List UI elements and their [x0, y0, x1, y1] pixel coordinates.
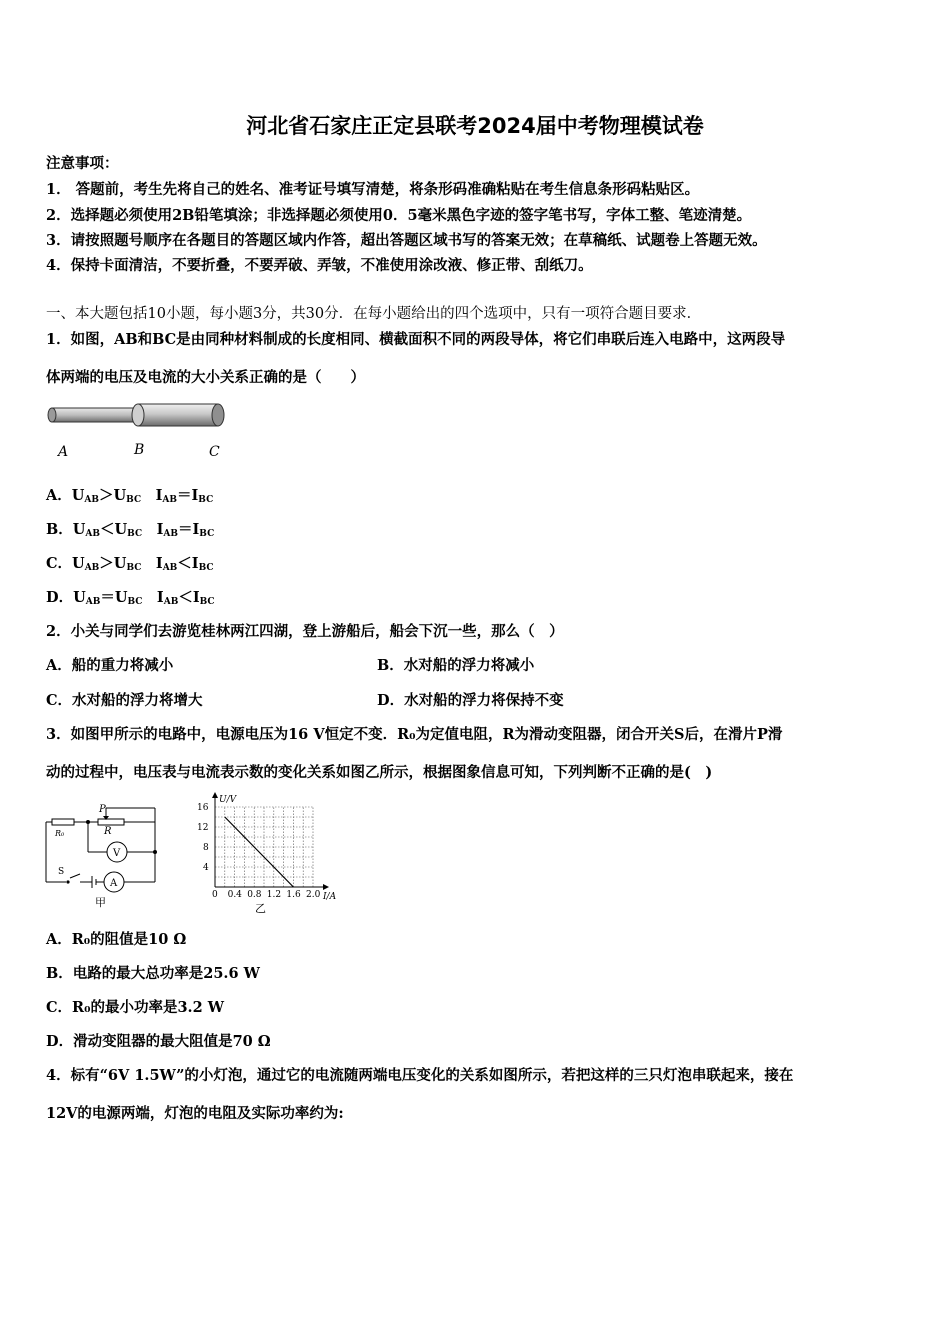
notice-heading: 注意事项： [46, 155, 119, 172]
q1-stem-line1: 1．如图，AB和BC是由同种材料制成的长度相同、横截面积不同的两段导体，将它们串联后连入电路中，这两段导 [46, 331, 786, 348]
label-a: A [58, 444, 69, 460]
notice-item-3: 3．请按照题号顺序在各题目的答题区域内作答，超出答题区域书写的答案无效；在草稿纸、试题卷上答题无效。 [46, 232, 767, 249]
q3-option-a[interactable]: A．R₀的阻值是10 Ω [46, 931, 187, 948]
svg-text:P: P [99, 804, 106, 815]
y-tick-label: 4 [203, 863, 209, 873]
svg-text:R: R [104, 826, 112, 837]
q1-option-c[interactable]: C．$U_{AB}>U_{BC}$ $I_{AB}<I_{BC}$ [46, 555, 214, 573]
thick-segment-bc [138, 404, 218, 426]
graph-caption: 乙 [255, 902, 266, 914]
y-axis-label: U/V [219, 795, 237, 805]
notice-item-2: 2．选择题必须使用2B铅笔填涂；非选择题必须使用0．5毫米黑色字迹的签字笔书写，字体工整、笔迹清楚。 [46, 207, 752, 224]
series-line [225, 817, 294, 887]
conductor-figure [46, 398, 231, 464]
notice-item-1: 1． 答题前，考生先将自己的姓名、准考证号填写清楚，将条形码准确粘贴在考生信息条形码粘贴区。 [46, 181, 700, 198]
page-title: 河北省石家庄正定县联考2024届中考物理模试卷 [246, 114, 704, 138]
x-tick-label: 0 [212, 890, 218, 900]
section-heading: 一、本大题包括10小题，每小题3分，共30分．在每小题给出的四个选项中，只有一项符合题目要求． [46, 306, 702, 322]
q3-stem-line1: 3．如图甲所示的电路中，电源电压为16 V恒定不变．R₀为定值电阻，R为滑动变阻器，闭合开关S后，在滑片P滑 [46, 726, 783, 743]
q1-option-b[interactable]: B．$U_{AB}<U_{BC}$ $I_{AB}=I_{BC}$ [46, 521, 215, 539]
rheostat [98, 819, 124, 825]
x-tick-label: 2.0 [306, 890, 321, 900]
q4-stem-line1: 4．标有“6V 1.5W”的小灯泡，通过它的电流随两端电压变化的关系如图所示，若把这样的三只灯泡串联起来，接在 [46, 1067, 794, 1084]
svg-text:A: A [110, 878, 118, 889]
svg-text:R₀: R₀ [55, 829, 65, 838]
svg-text:V: V [113, 848, 121, 859]
x-axis-label: I/A [323, 892, 337, 902]
q2-stem: 2．小关与同学们去游览桂林两江四湖，登上游船后，船会下沉一些，那么（ ） [46, 623, 564, 640]
q3-option-d[interactable]: D．滑动变阻器的最大阻值是70 Ω [46, 1033, 271, 1050]
label-b: B [134, 442, 145, 458]
q2-option-c[interactable]: C．水对船的浮力将增大 [46, 692, 203, 709]
r0-resistor [52, 819, 74, 825]
q2-option-a[interactable]: A．船的重力将减小 [46, 657, 174, 674]
q4-stem-line2: 12V的电源两端，灯泡的电阻及实际功率约为: [46, 1105, 344, 1122]
y-tick-label: 16 [197, 803, 209, 813]
q3-option-b[interactable]: B．电路的最大总功率是25.6 W [46, 965, 260, 982]
y-tick-label: 12 [197, 823, 209, 833]
q1-stem-line2: 体两端的电压及电流的大小关系正确的是（ ） [46, 369, 365, 386]
thin-segment-ab [52, 408, 142, 422]
label-c: C [209, 444, 220, 460]
q3-option-c[interactable]: C．R₀的最小功率是3.2 W [46, 999, 224, 1016]
x-tick-label: 0.8 [247, 890, 262, 900]
svg-text:S: S [58, 867, 65, 877]
q3-stem-line2: 动的过程中，电压表与电流表示数的变化关系如图乙所示，根据图象信息可知，下列判断不正确的是( ) [46, 764, 713, 781]
x-tick-label: 0.4 [227, 890, 242, 900]
q1-option-a[interactable]: A．$U_{AB}>U_{BC}$ $I_{AB}=I_{BC}$ [46, 487, 214, 505]
x-tick-label: 1.6 [286, 890, 301, 900]
notice-item-4: 4．保持卡面清洁，不要折叠，不要弄破、弄皱，不准使用涂改液、修正带、刮纸刀。 [46, 257, 593, 274]
x-tick-label: 1.2 [266, 890, 282, 900]
q2-option-d[interactable]: D．水对船的浮力将保持不变 [377, 692, 564, 709]
y-tick-label: 8 [203, 843, 209, 853]
circuit-caption: 甲 [95, 896, 106, 909]
circuit-figure [40, 800, 165, 912]
ui-graph [193, 792, 353, 914]
q2-option-b[interactable]: B．水对船的浮力将减小 [377, 657, 535, 674]
q1-option-d[interactable]: D．$U_{AB}=U_{BC}$ $I_{AB}<I_{BC}$ [46, 589, 215, 607]
